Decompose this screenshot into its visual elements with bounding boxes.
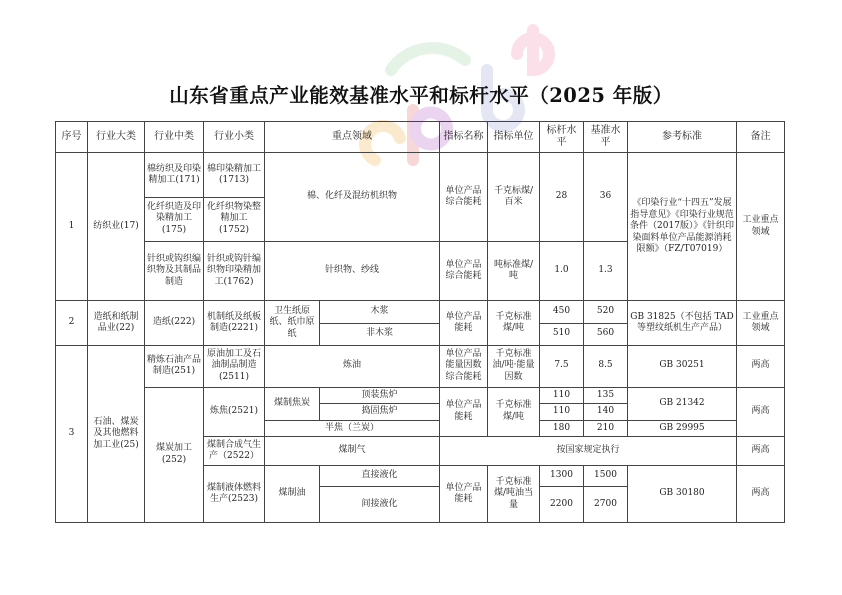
cell-major: 纺织业(17) (88, 153, 145, 301)
cell-standard: 《印染行业“十四五”发展指导意见》《印染行业规范条件（2017版）》《针织印染面料单位产品能源消耗限额》（FZ/T07019） (628, 153, 737, 301)
cell-indicator: 单位产品综合能耗 (440, 153, 488, 241)
cell-field: 炼油 (265, 345, 440, 387)
page-title: 山东省重点产业能效基准水平和标杆水平（2025 年版） (169, 84, 673, 107)
cell-small: 炼焦(2521) (204, 387, 265, 436)
header-cell: 基准水平 (584, 122, 628, 153)
cell-unit: 吨标准煤/吨 (488, 241, 540, 301)
cell-note: 两高 (737, 466, 785, 523)
cell-unit: 千克标准油/吨·能量因数 (488, 345, 540, 387)
energy-efficiency-table (55, 121, 785, 523)
header-cell: 序号 (56, 122, 88, 153)
cell-note: 两高 (737, 387, 785, 436)
cell-small: 机制纸及纸板制造(2221) (204, 301, 265, 345)
cell-baseline: 140 (584, 404, 628, 421)
cell-note: 两高 (737, 436, 785, 465)
cell-baseline: 8.5 (584, 345, 628, 387)
cell-field: 直接液化 (320, 466, 440, 487)
cell-baseline: 520 (584, 301, 628, 323)
cell-standard: GB 30251 (628, 345, 737, 387)
cell-no: 1 (56, 153, 88, 301)
header-cell: 备注 (737, 122, 785, 153)
cell-field: 非木浆 (320, 323, 440, 345)
cell-standard: GB 31825（不包括 TAD 等塑纹纸机生产产品） (628, 301, 737, 345)
cell-note: 两高 (737, 345, 785, 387)
cell-unit: 千克标准煤/吨油当量 (488, 466, 540, 523)
cell-baseline: 36 (584, 153, 628, 241)
header-cell: 指标单位 (488, 122, 540, 153)
cell-note: 工业重点领域 (737, 153, 785, 301)
table-row (56, 387, 785, 404)
cell-mid: 造纸(222) (145, 301, 204, 345)
cell-baseline: 1.3 (584, 241, 628, 301)
cell-mid: 精炼石油产品制造(251) (145, 345, 204, 387)
header-cell: 行业小类 (204, 122, 265, 153)
cell-field: 间接液化 (320, 487, 440, 523)
cell-benchmark: 450 (540, 301, 584, 323)
cell-field: 棉、化纤及混纺机织物 (265, 153, 440, 241)
cell-field-main: 煤制焦炭 (265, 387, 320, 421)
cell-note: 工业重点领域 (737, 301, 785, 345)
cell-indicator: 单位产品能量因数综合能耗 (440, 345, 488, 387)
cell-benchmark: 2200 (540, 487, 584, 523)
cell-no: 3 (56, 345, 88, 522)
cell-indicator: 单位产品能耗 (440, 466, 488, 523)
cell-baseline: 210 (584, 421, 628, 437)
cell-no: 2 (56, 301, 88, 345)
cell-standard: GB 30180 (628, 466, 737, 523)
cell-unit: 千克标准煤/吨 (488, 301, 540, 345)
cell-benchmark: 510 (540, 323, 584, 345)
cell-standard: GB 21342 (628, 387, 737, 421)
cell-field: 针织物、纱线 (265, 241, 440, 301)
header-row (56, 122, 785, 153)
cell-field: 煤制气 (265, 436, 440, 465)
cell-benchmark: 180 (540, 421, 584, 437)
cell-field: 捣固焦炉 (320, 404, 440, 421)
cell-benchmark: 1300 (540, 466, 584, 487)
cell-unit: 千克标煤/百米 (488, 153, 540, 241)
header-cell: 指标名称 (440, 122, 488, 153)
cell-baseline: 560 (584, 323, 628, 345)
cell-small: 化纤织物染整精加工(1752) (204, 197, 265, 241)
cell-mid: 棉纺织及印染精加工(171) (145, 153, 204, 197)
cell-baseline: 135 (584, 387, 628, 404)
cell-mid: 煤炭加工(252) (145, 387, 204, 522)
cell-indicator: 单位产品能耗 (440, 387, 488, 436)
header-cell: 行业中类 (145, 122, 204, 153)
table-row (56, 301, 785, 323)
cell-indicator: 单位产品能耗 (440, 301, 488, 345)
cell-benchmark: 28 (540, 153, 584, 241)
cell-major: 造纸和纸制品业(22) (88, 301, 145, 345)
cell-mid: 化纤织造及印染精加工(175) (145, 197, 204, 241)
header-cell: 参考标准 (628, 122, 737, 153)
cell-small: 原油加工及石油制品制造(2511) (204, 345, 265, 387)
header-cell: 重点领域 (265, 122, 440, 153)
header-cell: 行业大类 (88, 122, 145, 153)
cell-field: 木浆 (320, 301, 440, 323)
cell-benchmark: 110 (540, 404, 584, 421)
cell-benchmark: 110 (540, 387, 584, 404)
cell-small: 针织或钩针编织物印染精加工(1762) (204, 241, 265, 301)
cell-small: 棉印染精加工(1713) (204, 153, 265, 197)
cell-major: 石油、煤炭及其他燃料加工业(25) (88, 345, 145, 522)
table-row (56, 345, 785, 387)
cell-field: 顶装焦炉 (320, 387, 440, 404)
cell-indicator: 单位产品综合能耗 (440, 241, 488, 301)
cell-small: 煤制合成气生产（2522） (204, 436, 265, 465)
cell-benchmark: 7.5 (540, 345, 584, 387)
cell-field-main: 卫生纸原纸、纸巾原纸 (265, 301, 320, 345)
cell-small: 煤制液体燃料生产(2523) (204, 466, 265, 523)
cell-baseline: 2700 (584, 487, 628, 523)
cell-unit: 千克标准煤/吨 (488, 387, 540, 436)
cell-standard: GB 29995 (628, 421, 737, 437)
cell-mid: 针织或钩织编织物及其制品制造 (145, 241, 204, 301)
table-row (56, 153, 785, 197)
cell-benchmark: 1.0 (540, 241, 584, 301)
cell-baseline: 1500 (584, 466, 628, 487)
cell-execution: 按国家规定执行 (440, 436, 737, 465)
cell-field: 半焦（兰炭） (265, 421, 440, 437)
cell-field-main: 煤制油 (265, 466, 320, 523)
header-cell: 标杆水平 (540, 122, 584, 153)
